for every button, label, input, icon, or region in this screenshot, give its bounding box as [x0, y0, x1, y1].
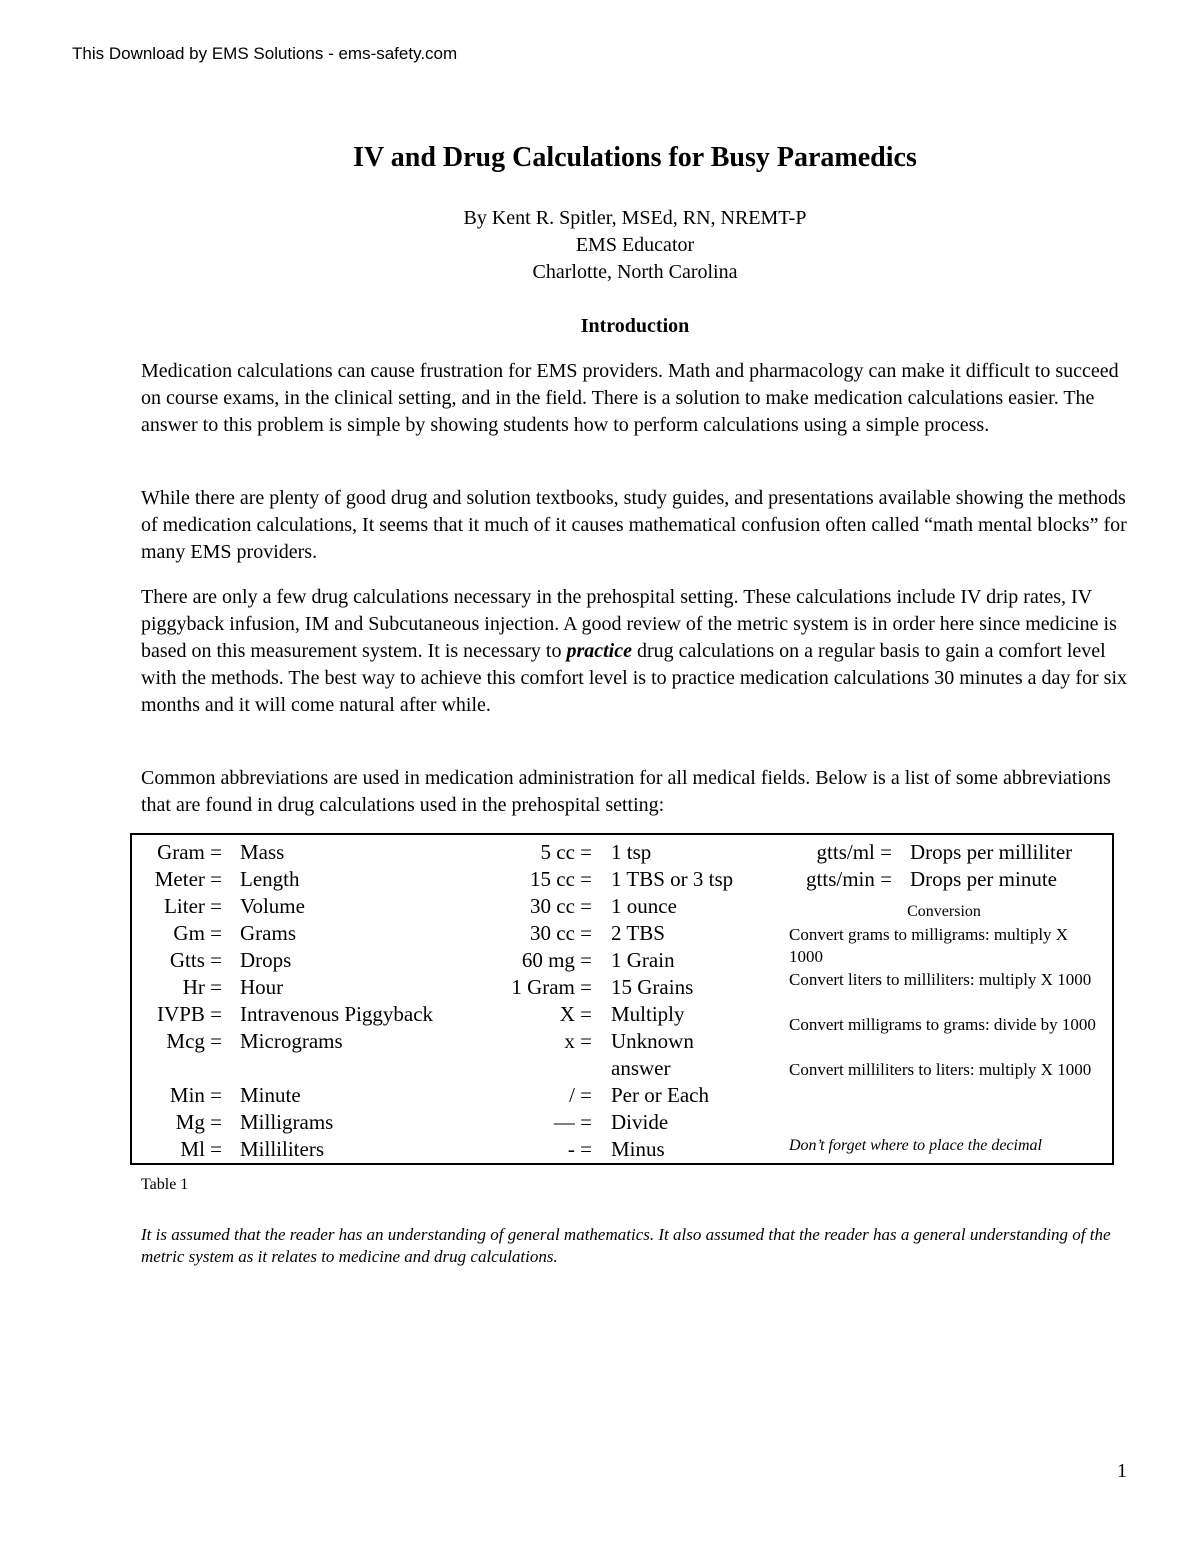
table-cell-meaning: Mass — [240, 840, 285, 864]
table-cell-meaning: 15 Grains — [611, 975, 694, 999]
table-cell-meaning: 1 tsp — [611, 840, 652, 864]
table-cell-meaning: Milliliters — [240, 1137, 324, 1161]
table-cell-abbr: Hr = — [182, 975, 222, 999]
table-cell-meaning: Micrograms — [240, 1029, 343, 1053]
table-cell-meaning: Drops per milliliter — [910, 840, 1073, 864]
conversion-item: Convert grams to milligrams: multiply X 1000 — [789, 925, 1069, 966]
table-cell-meaning: Grams — [240, 921, 296, 945]
table-cell-abbr: IVPB = — [157, 1002, 222, 1026]
table-cell-meaning: Volume — [240, 894, 305, 918]
conversion-item: Convert milligrams to grams: divide by 1000 — [789, 1015, 1096, 1034]
table-cell-abbr: - = — [567, 1137, 592, 1161]
paragraph-1-text: Medication calculations can cause frustration for EMS providers. Math and pharmacology can make it difficult to succeed on course exams, in the clinical setting, and in the field. There is a solution to make medication calculations easier. The answer to this problem is simple by showing students how to perform calculations using a simple process. — [141, 360, 1119, 436]
table-cell-meaning: Milligrams — [240, 1110, 334, 1134]
table-cell-meaning: Minute — [240, 1083, 301, 1107]
assumption-note: It is assumed that the reader has an understanding of general mathematics. It also assumed that the reader has a general understanding of the metric system as it relates to medicine and drug calculations. — [141, 1225, 1111, 1266]
table-cell-meaning: 1 ounce — [611, 894, 677, 918]
paragraph-3-part-a: There are only a few drug calculations necessary in the prehospital setting. These calculations include IV drip rates, IV piggyback infusion, IM and Subcutaneous injection. A good review of the metric system is in order here since medicine is based on this measurement system. It is necessary to — [141, 586, 1117, 662]
table-cell-abbr: x = — [564, 1029, 592, 1053]
paragraph-2-text: While there are plenty of good drug and solution textbooks, study guides, and presentations available showing the methods of medication calculations, It seems that it much of it causes mathematical confusion often called “math mental blocks” for many EMS providers. — [141, 487, 1127, 563]
table-cell-abbr: Gram = — [157, 840, 222, 864]
table-cell-meaning: Intravenous Piggyback — [240, 1002, 434, 1026]
paragraph-2 — [141, 485, 1141, 566]
table-cell-abbr: — = — [553, 1110, 592, 1134]
table-cell-abbr: 15 cc = — [530, 867, 592, 891]
table-cell-abbr: / = — [569, 1083, 592, 1107]
table-cell-meaning: 1 TBS or 3 tsp — [611, 867, 734, 891]
document-title: IV and Drug Calculations for Busy Paramedics — [353, 142, 917, 173]
table-cell-meaning: 1 Grain — [611, 948, 675, 972]
paragraph-3-text — [141, 584, 1141, 719]
paragraph-3-part-b: drug calculations on a regular basis to gain a comfort level with the methods. The best way to achieve this comfort level is to practice medication calculations 30 minutes a day for six months and it will come natural after while. — [141, 640, 1128, 716]
table-cell-abbr: Gm = — [173, 921, 222, 945]
table-cell-abbr: 30 cc = — [530, 894, 592, 918]
author-block — [0, 205, 1200, 286]
table-cell-abbr: Min = — [169, 1083, 222, 1107]
author-location: Charlotte, North Carolina — [532, 261, 738, 283]
table-cell-abbr: Mcg = — [166, 1029, 222, 1053]
table-cell-abbr: 60 mg = — [521, 948, 592, 972]
author-name: By Kent R. Spitler, MSEd, RN, NREMT-P — [463, 207, 807, 229]
table-cell-abbr: Meter = — [154, 867, 222, 891]
paragraph-1 — [141, 358, 1141, 439]
table-cell-meaning: answer — [611, 1056, 671, 1080]
table-cell-abbr: X = — [559, 1002, 592, 1026]
table-cell-abbr: Liter = — [164, 894, 222, 918]
table-cell-meaning: Multiply — [611, 1002, 685, 1026]
paragraph-3 — [141, 584, 1141, 719]
practice-emphasis: practice — [566, 640, 632, 662]
table-cell-meaning: Minus — [611, 1137, 665, 1161]
table-cell-meaning: Hour — [240, 975, 284, 999]
download-banner: This Download by EMS Solutions - ems-safety.com — [72, 44, 458, 63]
table-cell-meaning: Unknown — [611, 1029, 694, 1053]
introduction-heading: Introduction — [580, 315, 690, 337]
table-cell-meaning: Divide — [611, 1110, 669, 1134]
table-cell-abbr: gtts/ml = — [816, 840, 892, 864]
abbreviations-table — [130, 833, 1114, 1165]
table-cell-meaning: Drops per minute — [910, 867, 1057, 891]
table-cell-meaning: Drops — [240, 948, 292, 972]
paragraph-4 — [141, 765, 1141, 819]
table-cell-meaning: Per or Each — [611, 1083, 709, 1107]
page-number: 1 — [1117, 1460, 1127, 1482]
table-cell-abbr: Ml = — [180, 1137, 222, 1161]
table-caption: Table 1 — [141, 1176, 189, 1193]
conversion-item: Convert milliliters to liters: multiply X 1000 — [789, 1060, 1092, 1079]
paragraph-4-text: Common abbreviations are used in medication administration for all medical fields. Below is a list of some abbreviations that are found in drug calculations used in the prehospital setting: — [141, 767, 1111, 816]
conversion-title: Conversion — [907, 903, 981, 920]
conversion-item: Convert liters to milliliters: multiply X 1000 — [789, 970, 1092, 989]
table-cell-meaning: Length — [240, 867, 300, 891]
table-cell-meaning: 2 TBS — [611, 921, 665, 945]
table-cell-abbr: Mg = — [175, 1110, 222, 1134]
table-cell-abbr: gtts/min = — [806, 867, 892, 891]
author-role: EMS Educator — [575, 234, 695, 256]
table-cell-abbr: 30 cc = — [530, 921, 592, 945]
table-cell-abbr: 1 Gram = — [511, 975, 592, 999]
table-cell-abbr: Gtts = — [169, 948, 222, 972]
decimal-note: Don’t forget where to place the decimal — [789, 1137, 1042, 1154]
table-cell-abbr: 5 cc = — [540, 840, 592, 864]
